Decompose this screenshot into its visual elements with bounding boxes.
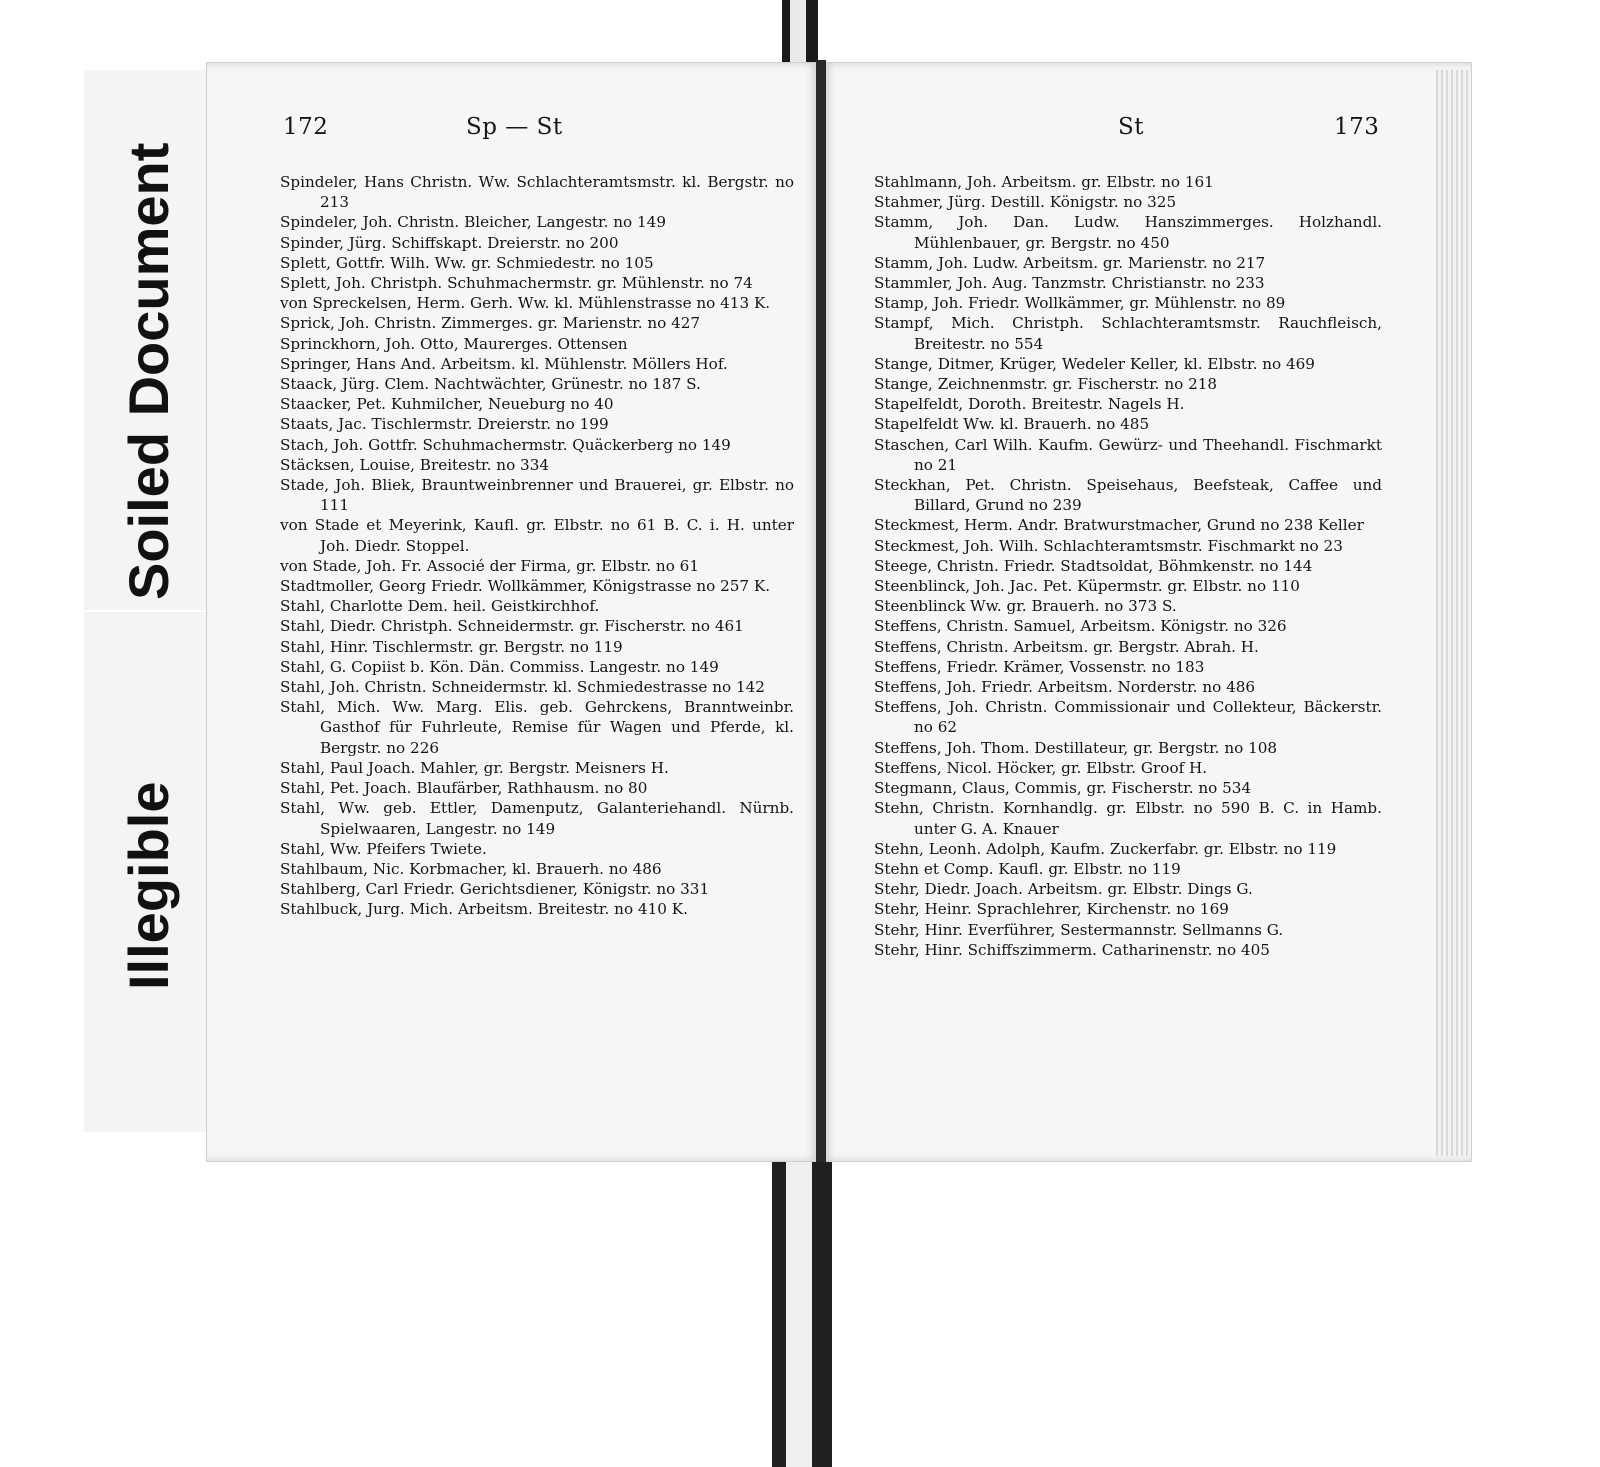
directory-entry: Steffens, Joh. Friedr. Arbeitsm. Norderstr. no 486 bbox=[874, 678, 1256, 697]
directory-entry: Stahl, Ww. geb. Ettler, Damenputz, Galanteriehandl. Nürnb. Spielwaaren, Langestr. no 149 bbox=[280, 799, 794, 838]
left-page-number: 172 bbox=[283, 114, 329, 140]
directory-entry: Stehr, Heinr. Sprachlehrer, Kirchenstr. no 169 bbox=[874, 900, 1229, 919]
directory-entry: Steffens, Christn. Arbeitsm. gr. Bergstr. Abrah. H. bbox=[874, 637, 1259, 656]
directory-entry: Stahl, Paul Joach. Mahler, gr. Bergstr. Meisners H. bbox=[280, 758, 669, 777]
directory-entry: von Stade, Joh. Fr. Associé der Firma, gr. Elbstr. no 61 bbox=[280, 556, 700, 575]
right-directory-entries bbox=[874, 172, 1382, 960]
right-page-header: St bbox=[1118, 114, 1144, 140]
directory-entry: Steege, Christn. Friedr. Stadtsoldat, Böhmkenstr. no 144 bbox=[874, 556, 1313, 575]
directory-entry: Sprinckhorn, Joh. Otto, Maurerges. Ottensen bbox=[280, 334, 628, 353]
directory-entry: Stehr, Hinr. Schiffszimmerm. Catharinenstr. no 405 bbox=[874, 940, 1270, 959]
directory-entry: Steckmest, Joh. Wilh. Schlachteramtsmstr. Fischmarkt no 23 bbox=[874, 536, 1343, 555]
directory-entry: Steffens, Joh. Thom. Destillateur, gr. Bergstr. no 108 bbox=[874, 738, 1278, 757]
directory-entry: Stahl, Mich. Ww. Marg. Elis. geb. Gehrckens, Branntweinbr. Gasthof für Fuhrleute, Remise für Wagen und Pferde, kl. Bergstr. no 226 bbox=[280, 698, 794, 757]
soiled-document-label: Soiled Document bbox=[117, 142, 180, 600]
directory-entry: Stade, Joh. Bliek, Brauntweinbrenner und Brauerei, gr. Elbstr. no 111 bbox=[280, 476, 794, 515]
directory-entry: Stahl, Ww. Pfeifers Twiete. bbox=[280, 839, 487, 858]
directory-entry: Stamm, Joh. Ludw. Arbeitsm. gr. Marienstr. no 217 bbox=[874, 253, 1266, 272]
directory-entry: Stehn, Leonh. Adolph, Kaufm. Zuckerfabr. gr. Elbstr. no 119 bbox=[874, 839, 1337, 858]
directory-entry: Steckhan, Pet. Christn. Speisehaus, Beefsteak, Caffee und Billard, Grund no 239 bbox=[874, 476, 1382, 515]
directory-entry: Staats, Jac. Tischlermstr. Dreierstr. no 199 bbox=[280, 415, 609, 434]
directory-entry: Stange, Ditmer, Krüger, Wedeler Keller, kl. Elbstr. no 469 bbox=[874, 354, 1315, 373]
directory-entry: Stamm, Joh. Dan. Ludw. Hanszimmerges. Holzhandl. Mühlenbauer, gr. Bergstr. no 450 bbox=[874, 213, 1382, 252]
left-directory-entries bbox=[280, 172, 794, 920]
directory-entry: Stäcksen, Louise, Breitestr. no 334 bbox=[280, 455, 550, 474]
directory-entry: Spindeler, Hans Christn. Ww. Schlachteramtsmstr. kl. Bergstr. no 213 bbox=[280, 173, 794, 212]
directory-entry: Splett, Joh. Christph. Schuhmachermstr. gr. Mühlenstr. no 74 bbox=[280, 274, 753, 293]
directory-entry: Staack, Jürg. Clem. Nachtwächter, Grünestr. no 187 S. bbox=[280, 375, 701, 394]
left-page-header: Sp — St bbox=[466, 114, 563, 140]
directory-entry: Steffens, Nicol. Höcker, gr. Elbstr. Groof H. bbox=[874, 758, 1208, 777]
directory-entry: Stapelfeldt, Doroth. Breitestr. Nagels H. bbox=[874, 395, 1185, 414]
directory-entry: Steffens, Christn. Samuel, Arbeitsm. Königstr. no 326 bbox=[874, 617, 1287, 636]
directory-entry: Stahl, Joh. Christn. Schneidermstr. kl. Schmiedestrasse no 142 bbox=[280, 678, 765, 697]
directory-entry: Stehn, Christn. Kornhandlg. gr. Elbstr. no 590 B. C. in Hamb. unter G. A. Knauer bbox=[874, 799, 1382, 838]
directory-entry: Stahl, Charlotte Dem. heil. Geistkirchhof. bbox=[280, 597, 600, 616]
directory-entry: Stahlbuck, Jurg. Mich. Arbeitsm. Breitestr. no 410 K. bbox=[280, 900, 688, 919]
directory-entry: Stange, Zeichnenmstr. gr. Fischerstr. no 218 bbox=[874, 375, 1218, 394]
directory-entry: Steenblinck Ww. gr. Brauerh. no 373 S. bbox=[874, 597, 1177, 616]
directory-entry: Steenblinck, Joh. Jac. Pet. Küpermstr. gr. Elbstr. no 110 bbox=[874, 577, 1300, 596]
directory-entry: Spindeler, Joh. Christn. Bleicher, Langestr. no 149 bbox=[280, 213, 666, 232]
spine-bottom-highlight bbox=[786, 1150, 812, 1467]
directory-entry: Stach, Joh. Gottfr. Schuhmachermstr. Quäckerberg no 149 bbox=[280, 435, 731, 454]
directory-entry: Stadtmoller, Georg Friedr. Wollkämmer, Königstrasse no 257 K. bbox=[280, 577, 771, 596]
directory-entry: Stehr, Diedr. Joach. Arbeitsm. gr. Elbstr. Dings G. bbox=[874, 880, 1253, 899]
directory-entry: Steffens, Friedr. Krämer, Vossenstr. no 183 bbox=[874, 657, 1205, 676]
directory-entry: Stammler, Joh. Aug. Tanzmstr. Christianstr. no 233 bbox=[874, 274, 1265, 293]
directory-entry: von Stade et Meyerink, Kaufl. gr. Elbstr. no 61 B. C. i. H. unter Joh. Diedr. Stoppel. bbox=[280, 516, 794, 555]
directory-entry: Stahmer, Jürg. Destill. Königstr. no 325 bbox=[874, 193, 1177, 212]
directory-entry: Sprick, Joh. Christn. Zimmerges. gr. Marienstr. no 427 bbox=[280, 314, 701, 333]
directory-entry: Splett, Gottfr. Wilh. Ww. gr. Schmiedestr. no 105 bbox=[280, 253, 654, 272]
directory-entry: Stahl, Hinr. Tischlermstr. gr. Bergstr. no 119 bbox=[280, 637, 623, 656]
directory-entry: Stapelfeldt Ww. kl. Brauerh. no 485 bbox=[874, 415, 1150, 434]
directory-entry: Steffens, Joh. Christn. Commissionair und Collekteur, Bäckerstr. no 62 bbox=[874, 698, 1382, 737]
directory-entry: Stahl, Pet. Joach. Blaufärber, Rathhausm. no 80 bbox=[280, 779, 648, 798]
directory-entry: Stamp, Joh. Friedr. Wollkämmer, gr. Mühlenstr. no 89 bbox=[874, 294, 1286, 313]
directory-entry: Stehr, Hinr. Everführer, Sestermannstr. Sellmanns G. bbox=[874, 920, 1284, 939]
directory-entry: Stegmann, Claus, Commis, gr. Fischerstr. no 534 bbox=[874, 779, 1252, 798]
directory-entry: Stahl, Diedr. Christph. Schneidermstr. gr. Fischerstr. no 461 bbox=[280, 617, 744, 636]
directory-entry: Staacker, Pet. Kuhmilcher, Neueburg no 40 bbox=[280, 395, 614, 414]
directory-entry: Stehn et Comp. Kaufl. gr. Elbstr. no 119 bbox=[874, 859, 1181, 878]
directory-entry: Spinder, Jürg. Schiffskapt. Dreierstr. no 200 bbox=[280, 233, 619, 252]
right-page-number: 173 bbox=[1334, 114, 1380, 140]
page-gutter bbox=[816, 60, 826, 1162]
directory-entry: Staschen, Carl Wilh. Kaufm. Gewürz- und Theehandl. Fischmarkt no 21 bbox=[874, 435, 1382, 474]
directory-entry: Stahlmann, Joh. Arbeitsm. gr. Elbstr. no 161 bbox=[874, 173, 1214, 191]
page-edge-stack bbox=[1436, 70, 1470, 1156]
directory-entry: Steckmest, Herm. Andr. Bratwurstmacher, Grund no 238 Keller bbox=[874, 516, 1364, 535]
directory-entry: Stahlberg, Carl Friedr. Gerichtsdiener, Königstr. no 331 bbox=[280, 880, 710, 899]
directory-entry: Stahlbaum, Nic. Korbmacher, kl. Brauerh. no 486 bbox=[280, 859, 662, 878]
spine-top-highlight bbox=[790, 0, 806, 70]
illegible-label: Illegible bbox=[117, 781, 180, 990]
directory-entry: Stahl, G. Copiist b. Kön. Dän. Commiss. Langestr. no 149 bbox=[280, 657, 719, 676]
directory-entry: Stampf, Mich. Christph. Schlachteramtsmstr. Rauchfleisch, Breitestr. no 554 bbox=[874, 314, 1382, 353]
directory-entry: von Spreckelsen, Herm. Gerh. Ww. kl. Mühlenstrasse no 413 K. bbox=[280, 294, 771, 313]
directory-entry: Springer, Hans And. Arbeitsm. kl. Mühlenstr. Möllers Hof. bbox=[280, 354, 728, 373]
